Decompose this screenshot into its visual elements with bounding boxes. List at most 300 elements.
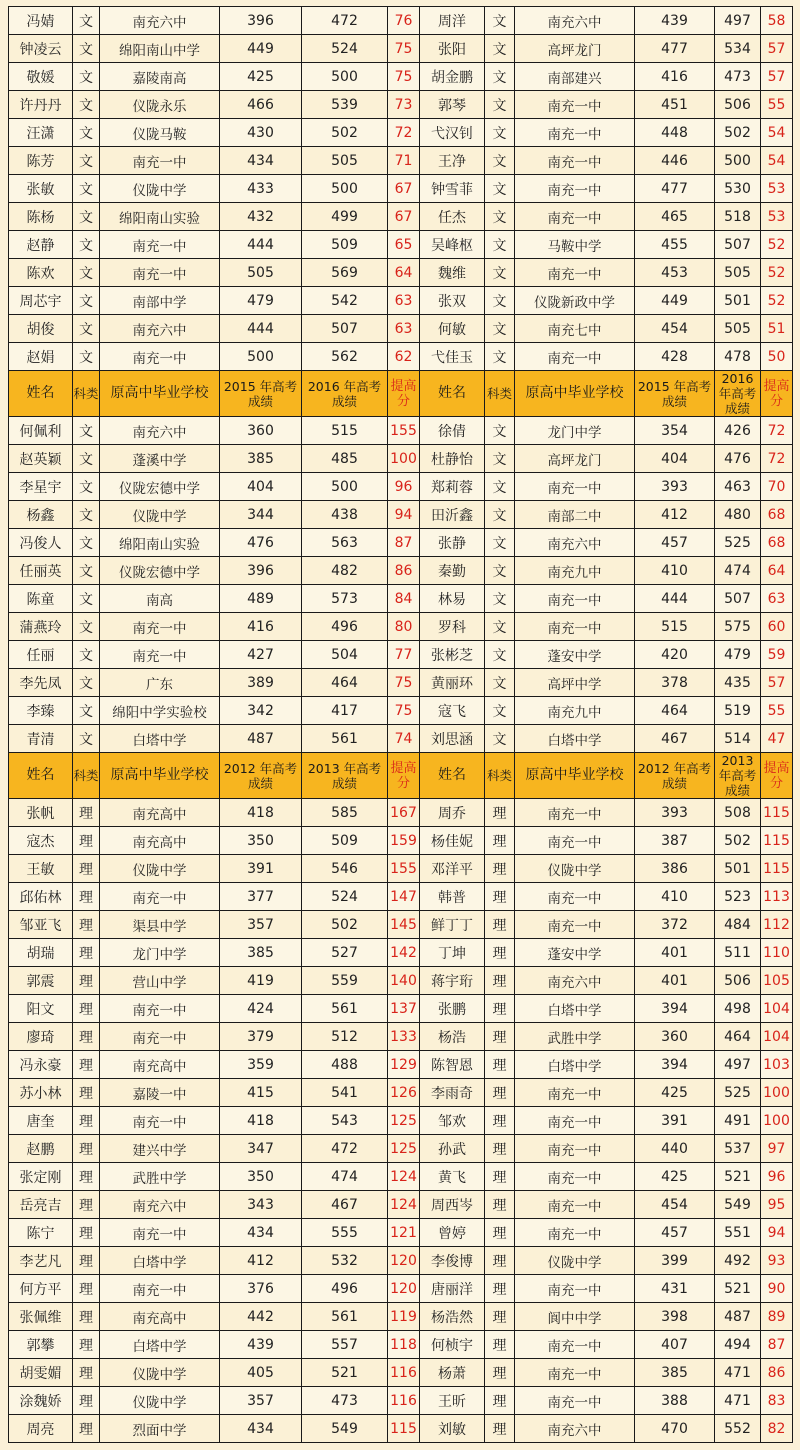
subject-type-cell: 文 [73, 175, 100, 203]
column-header: 2013 年高考成绩 [302, 753, 388, 799]
column-header: 科类 [485, 753, 515, 799]
student-name-cell: 涂魏娇 [9, 1387, 73, 1415]
subject-type-cell: 文 [485, 259, 515, 287]
student-name-cell: 何桢宇 [420, 1331, 485, 1359]
new-score-cell: 561 [302, 995, 388, 1023]
improvement-cell: 77 [388, 641, 420, 669]
improvement-cell: 155 [388, 417, 420, 445]
column-header: 2013 年高考成绩 [715, 753, 761, 799]
column-header: 原高中毕业学校 [515, 371, 635, 417]
school-cell: 南充一中 [515, 91, 635, 119]
new-score-cell: 497 [715, 1051, 761, 1079]
new-score-cell: 464 [302, 669, 388, 697]
school-cell: 仪陇新政中学 [515, 287, 635, 315]
school-cell: 仪陇中学 [100, 501, 220, 529]
subject-type-cell: 文 [485, 175, 515, 203]
column-header: 原高中毕业学校 [100, 753, 220, 799]
new-score-cell: 504 [302, 641, 388, 669]
new-score-cell: 523 [715, 883, 761, 911]
student-name-cell: 廖琦 [9, 1023, 73, 1051]
student-name-cell: 李艺凡 [9, 1247, 73, 1275]
school-cell: 南充一中 [515, 1079, 635, 1107]
improvement-cell: 118 [388, 1331, 420, 1359]
school-cell: 建兴中学 [100, 1135, 220, 1163]
student-name-cell: 敬媛 [9, 63, 73, 91]
student-name-cell: 王净 [420, 147, 485, 175]
improvement-cell: 100 [761, 1107, 793, 1135]
old-score-cell: 477 [635, 175, 715, 203]
improvement-cell: 115 [761, 799, 793, 827]
improvement-cell: 119 [388, 1303, 420, 1331]
improvement-cell: 104 [761, 1023, 793, 1051]
old-score-cell: 385 [220, 939, 302, 967]
old-score-cell: 389 [220, 669, 302, 697]
student-name-cell: 鲜丁丁 [420, 911, 485, 939]
table-row [9, 883, 793, 911]
student-name-cell: 寇杰 [9, 827, 73, 855]
improvement-cell: 68 [761, 529, 793, 557]
table-row [9, 799, 793, 827]
subject-type-cell: 文 [73, 7, 100, 35]
improvement-cell: 96 [761, 1163, 793, 1191]
school-cell: 南充一中 [515, 147, 635, 175]
student-name-cell: 钟凌云 [9, 35, 73, 63]
school-cell: 南充一中 [515, 473, 635, 501]
student-name-cell: 李雨奇 [420, 1079, 485, 1107]
subject-type-cell: 文 [485, 529, 515, 557]
new-score-cell: 521 [302, 1359, 388, 1387]
improvement-cell: 57 [761, 669, 793, 697]
new-score-cell: 512 [302, 1023, 388, 1051]
school-cell: 仪陇中学 [515, 1247, 635, 1275]
school-cell: 南充一中 [515, 343, 635, 371]
new-score-cell: 519 [715, 697, 761, 725]
table-row [9, 1247, 793, 1275]
school-cell: 南充高中 [100, 799, 220, 827]
student-name-cell: 张彬芝 [420, 641, 485, 669]
student-name-cell: 冯永豪 [9, 1051, 73, 1079]
improvement-cell: 76 [388, 7, 420, 35]
new-score-cell: 561 [302, 1303, 388, 1331]
old-score-cell: 416 [220, 613, 302, 641]
improvement-cell: 87 [761, 1331, 793, 1359]
student-name-cell: 吴峰枢 [420, 231, 485, 259]
school-cell: 白塔中学 [515, 1051, 635, 1079]
old-score-cell: 439 [220, 1331, 302, 1359]
new-score-cell: 557 [302, 1331, 388, 1359]
improvement-cell: 84 [388, 585, 420, 613]
improvement-cell: 145 [388, 911, 420, 939]
new-score-cell: 507 [302, 315, 388, 343]
new-score-cell: 435 [715, 669, 761, 697]
school-cell: 白塔中学 [100, 725, 220, 753]
subject-type-cell: 文 [73, 35, 100, 63]
old-score-cell: 449 [635, 287, 715, 315]
old-score-cell: 410 [635, 883, 715, 911]
new-score-cell: 527 [302, 939, 388, 967]
subject-type-cell: 理 [73, 911, 100, 939]
old-score-cell: 500 [220, 343, 302, 371]
subject-type-cell: 理 [73, 827, 100, 855]
improvement-cell: 100 [388, 445, 420, 473]
school-cell: 南部中学 [100, 287, 220, 315]
student-name-cell: 林易 [420, 585, 485, 613]
student-name-cell: 邹欢 [420, 1107, 485, 1135]
improvement-cell: 125 [388, 1135, 420, 1163]
new-score-cell: 543 [302, 1107, 388, 1135]
old-score-cell: 424 [220, 995, 302, 1023]
subject-type-cell: 文 [73, 287, 100, 315]
score-improvement-table [8, 6, 793, 1443]
improvement-cell: 75 [388, 697, 420, 725]
improvement-cell: 86 [761, 1359, 793, 1387]
old-score-cell: 391 [220, 855, 302, 883]
student-name-cell: 郭震 [9, 967, 73, 995]
improvement-cell: 112 [761, 911, 793, 939]
improvement-cell: 115 [761, 827, 793, 855]
student-name-cell: 何佩利 [9, 417, 73, 445]
table-row [9, 175, 793, 203]
column-header: 科类 [73, 371, 100, 417]
school-cell: 南充一中 [100, 343, 220, 371]
subject-type-cell: 文 [73, 473, 100, 501]
old-score-cell: 451 [635, 91, 715, 119]
student-name-cell: 赵鹏 [9, 1135, 73, 1163]
column-header: 2016 年高考成绩 [302, 371, 388, 417]
student-name-cell: 周西岑 [420, 1191, 485, 1219]
improvement-cell: 86 [388, 557, 420, 585]
old-score-cell: 464 [635, 697, 715, 725]
improvement-cell: 100 [761, 1079, 793, 1107]
improvement-cell: 63 [388, 287, 420, 315]
column-header: 姓名 [420, 371, 485, 417]
student-name-cell: 周亮 [9, 1415, 73, 1443]
subject-type-cell: 文 [73, 259, 100, 287]
subject-type-cell: 文 [73, 501, 100, 529]
student-name-cell: 何方平 [9, 1275, 73, 1303]
subject-type-cell: 理 [485, 1051, 515, 1079]
new-score-cell: 509 [302, 827, 388, 855]
improvement-cell: 147 [388, 883, 420, 911]
student-name-cell: 黄丽环 [420, 669, 485, 697]
table-row [9, 585, 793, 613]
new-score-cell: 478 [715, 343, 761, 371]
school-cell: 高坪中学 [515, 669, 635, 697]
old-score-cell: 476 [220, 529, 302, 557]
old-score-cell: 379 [220, 1023, 302, 1051]
column-header: 2015 年高考成绩 [220, 371, 302, 417]
subject-type-cell: 文 [485, 203, 515, 231]
subject-type-cell: 理 [73, 799, 100, 827]
school-cell: 渠县中学 [100, 911, 220, 939]
old-score-cell: 393 [635, 799, 715, 827]
old-score-cell: 434 [220, 147, 302, 175]
improvement-cell: 121 [388, 1219, 420, 1247]
old-score-cell: 465 [635, 203, 715, 231]
subject-type-cell: 理 [485, 939, 515, 967]
subject-type-cell: 文 [73, 613, 100, 641]
school-cell: 南充一中 [515, 1107, 635, 1135]
subject-type-cell: 理 [73, 1135, 100, 1163]
old-score-cell: 343 [220, 1191, 302, 1219]
student-name-cell: 张定刚 [9, 1163, 73, 1191]
table-row [9, 473, 793, 501]
school-cell: 绵阳南山实验 [100, 529, 220, 557]
subject-type-cell: 文 [73, 529, 100, 557]
subject-type-cell: 理 [485, 1023, 515, 1051]
new-score-cell: 546 [302, 855, 388, 883]
old-score-cell: 418 [220, 1107, 302, 1135]
improvement-cell: 159 [388, 827, 420, 855]
new-score-cell: 487 [715, 1303, 761, 1331]
subject-type-cell: 理 [73, 1415, 100, 1443]
student-name-cell: 陈芳 [9, 147, 73, 175]
student-name-cell: 任丽 [9, 641, 73, 669]
subject-type-cell: 理 [73, 1247, 100, 1275]
table-row [9, 557, 793, 585]
subject-type-cell: 文 [73, 725, 100, 753]
school-cell: 南充一中 [515, 1331, 635, 1359]
old-score-cell: 467 [635, 725, 715, 753]
new-score-cell: 555 [302, 1219, 388, 1247]
table-row [9, 35, 793, 63]
student-name-cell: 任丽英 [9, 557, 73, 585]
improvement-cell: 52 [761, 231, 793, 259]
old-score-cell: 360 [220, 417, 302, 445]
new-score-cell: 485 [302, 445, 388, 473]
new-score-cell: 585 [302, 799, 388, 827]
subject-type-cell: 文 [485, 315, 515, 343]
improvement-cell: 75 [388, 63, 420, 91]
student-name-cell: 刘敏 [420, 1415, 485, 1443]
new-score-cell: 471 [715, 1359, 761, 1387]
school-cell: 南充七中 [515, 315, 635, 343]
old-score-cell: 420 [635, 641, 715, 669]
student-name-cell: 唐奎 [9, 1107, 73, 1135]
subject-type-cell: 文 [73, 557, 100, 585]
column-header: 原高中毕业学校 [100, 371, 220, 417]
school-cell: 南充九中 [515, 697, 635, 725]
student-name-cell: 赵英颖 [9, 445, 73, 473]
new-score-cell: 508 [715, 799, 761, 827]
old-score-cell: 404 [220, 473, 302, 501]
improvement-cell: 129 [388, 1051, 420, 1079]
improvement-cell: 54 [761, 147, 793, 175]
table-row [9, 91, 793, 119]
student-name-cell: 杨鑫 [9, 501, 73, 529]
student-name-cell: 杨佳妮 [420, 827, 485, 855]
table-header-row [9, 753, 793, 799]
subject-type-cell: 理 [73, 1387, 100, 1415]
subject-type-cell: 理 [73, 1303, 100, 1331]
subject-type-cell: 文 [485, 63, 515, 91]
new-score-cell: 505 [715, 259, 761, 287]
subject-type-cell: 理 [73, 883, 100, 911]
old-score-cell: 434 [220, 1415, 302, 1443]
table-row [9, 287, 793, 315]
improvement-cell: 120 [388, 1275, 420, 1303]
school-cell: 南充一中 [515, 613, 635, 641]
new-score-cell: 472 [302, 7, 388, 35]
improvement-cell: 133 [388, 1023, 420, 1051]
subject-type-cell: 文 [485, 231, 515, 259]
subject-type-cell: 文 [73, 315, 100, 343]
new-score-cell: 497 [715, 7, 761, 35]
student-name-cell: 陈杨 [9, 203, 73, 231]
new-score-cell: 530 [715, 175, 761, 203]
new-score-cell: 502 [302, 119, 388, 147]
student-name-cell: 田沂鑫 [420, 501, 485, 529]
table-row [9, 529, 793, 557]
table-row [9, 1359, 793, 1387]
subject-type-cell: 文 [73, 697, 100, 725]
school-cell: 绵阳中学实验校 [100, 697, 220, 725]
old-score-cell: 505 [220, 259, 302, 287]
subject-type-cell: 理 [485, 1191, 515, 1219]
improvement-cell: 52 [761, 287, 793, 315]
subject-type-cell: 理 [485, 967, 515, 995]
table-row [9, 613, 793, 641]
school-cell: 南充一中 [515, 203, 635, 231]
new-score-cell: 552 [715, 1415, 761, 1443]
student-name-cell: 阳文 [9, 995, 73, 1023]
new-score-cell: 563 [302, 529, 388, 557]
new-score-cell: 532 [302, 1247, 388, 1275]
old-score-cell: 432 [220, 203, 302, 231]
old-score-cell: 440 [635, 1135, 715, 1163]
subject-type-cell: 理 [73, 1331, 100, 1359]
improvement-cell: 67 [388, 175, 420, 203]
table-row [9, 939, 793, 967]
new-score-cell: 505 [715, 315, 761, 343]
subject-type-cell: 文 [485, 147, 515, 175]
subject-type-cell: 理 [485, 827, 515, 855]
student-name-cell: 邹亚飞 [9, 911, 73, 939]
student-name-cell: 周乔 [420, 799, 485, 827]
old-score-cell: 401 [635, 939, 715, 967]
table-row [9, 697, 793, 725]
old-score-cell: 430 [220, 119, 302, 147]
subject-type-cell: 文 [73, 445, 100, 473]
subject-type-cell: 文 [485, 445, 515, 473]
subject-type-cell: 文 [485, 697, 515, 725]
improvement-cell: 87 [388, 529, 420, 557]
student-name-cell: 赵静 [9, 231, 73, 259]
school-cell: 南充一中 [515, 911, 635, 939]
subject-type-cell: 文 [73, 585, 100, 613]
new-score-cell: 505 [302, 147, 388, 175]
subject-type-cell: 理 [73, 1107, 100, 1135]
table-row [9, 1331, 793, 1359]
student-name-cell: 李俊博 [420, 1247, 485, 1275]
improvement-cell: 64 [388, 259, 420, 287]
school-cell: 南充一中 [515, 1163, 635, 1191]
subject-type-cell: 理 [73, 1079, 100, 1107]
new-score-cell: 473 [302, 1387, 388, 1415]
improvement-cell: 65 [388, 231, 420, 259]
school-cell: 嘉陵一中 [100, 1079, 220, 1107]
school-cell: 南充一中 [515, 175, 635, 203]
school-cell: 南充一中 [515, 1387, 635, 1415]
table-row [9, 445, 793, 473]
new-score-cell: 500 [302, 473, 388, 501]
student-name-cell: 杨萧 [420, 1359, 485, 1387]
improvement-cell: 116 [388, 1387, 420, 1415]
improvement-cell: 53 [761, 175, 793, 203]
student-name-cell: 钟雪菲 [420, 175, 485, 203]
improvement-cell: 103 [761, 1051, 793, 1079]
student-name-cell: 丁坤 [420, 939, 485, 967]
new-score-cell: 464 [715, 1023, 761, 1051]
table-row [9, 417, 793, 445]
old-score-cell: 466 [220, 91, 302, 119]
subject-type-cell: 理 [485, 1163, 515, 1191]
school-cell: 广东 [100, 669, 220, 697]
student-name-cell: 胡瑞 [9, 939, 73, 967]
old-score-cell: 415 [220, 1079, 302, 1107]
student-name-cell: 陈欢 [9, 259, 73, 287]
new-score-cell: 514 [715, 725, 761, 753]
old-score-cell: 457 [635, 1219, 715, 1247]
school-cell: 南充一中 [515, 1191, 635, 1219]
school-cell: 仪陇宏德中学 [100, 473, 220, 501]
improvement-cell: 167 [388, 799, 420, 827]
school-cell: 南充一中 [515, 883, 635, 911]
old-score-cell: 418 [220, 799, 302, 827]
new-score-cell: 515 [302, 417, 388, 445]
new-score-cell: 525 [715, 529, 761, 557]
new-score-cell: 539 [302, 91, 388, 119]
improvement-cell: 70 [761, 473, 793, 501]
table-row [9, 641, 793, 669]
subject-type-cell: 理 [485, 1107, 515, 1135]
new-score-cell: 524 [302, 35, 388, 63]
old-score-cell: 454 [635, 315, 715, 343]
old-score-cell: 378 [635, 669, 715, 697]
old-score-cell: 393 [635, 473, 715, 501]
new-score-cell: 518 [715, 203, 761, 231]
improvement-cell: 52 [761, 259, 793, 287]
new-score-cell: 541 [302, 1079, 388, 1107]
student-name-cell: 魏维 [420, 259, 485, 287]
old-score-cell: 453 [635, 259, 715, 287]
old-score-cell: 391 [635, 1107, 715, 1135]
old-score-cell: 489 [220, 585, 302, 613]
school-cell: 南充一中 [100, 259, 220, 287]
old-score-cell: 454 [635, 1191, 715, 1219]
school-cell: 白塔中学 [100, 1247, 220, 1275]
improvement-cell: 82 [761, 1415, 793, 1443]
column-header: 姓名 [9, 753, 73, 799]
new-score-cell: 417 [302, 697, 388, 725]
student-name-cell: 冯婧 [9, 7, 73, 35]
student-name-cell: 王敏 [9, 855, 73, 883]
school-cell: 南充九中 [515, 557, 635, 585]
school-cell: 南充高中 [100, 1051, 220, 1079]
school-cell: 绵阳南山中学 [100, 35, 220, 63]
student-name-cell: 杨浩 [420, 1023, 485, 1051]
student-name-cell: 胡俊 [9, 315, 73, 343]
column-header: 2012 年高考成绩 [220, 753, 302, 799]
student-name-cell: 李星宇 [9, 473, 73, 501]
subject-type-cell: 文 [485, 417, 515, 445]
improvement-cell: 72 [761, 445, 793, 473]
school-cell: 南部建兴 [515, 63, 635, 91]
school-cell: 仪陇中学 [100, 855, 220, 883]
school-cell: 蓬溪中学 [100, 445, 220, 473]
improvement-cell: 54 [761, 119, 793, 147]
school-cell: 南充六中 [100, 417, 220, 445]
